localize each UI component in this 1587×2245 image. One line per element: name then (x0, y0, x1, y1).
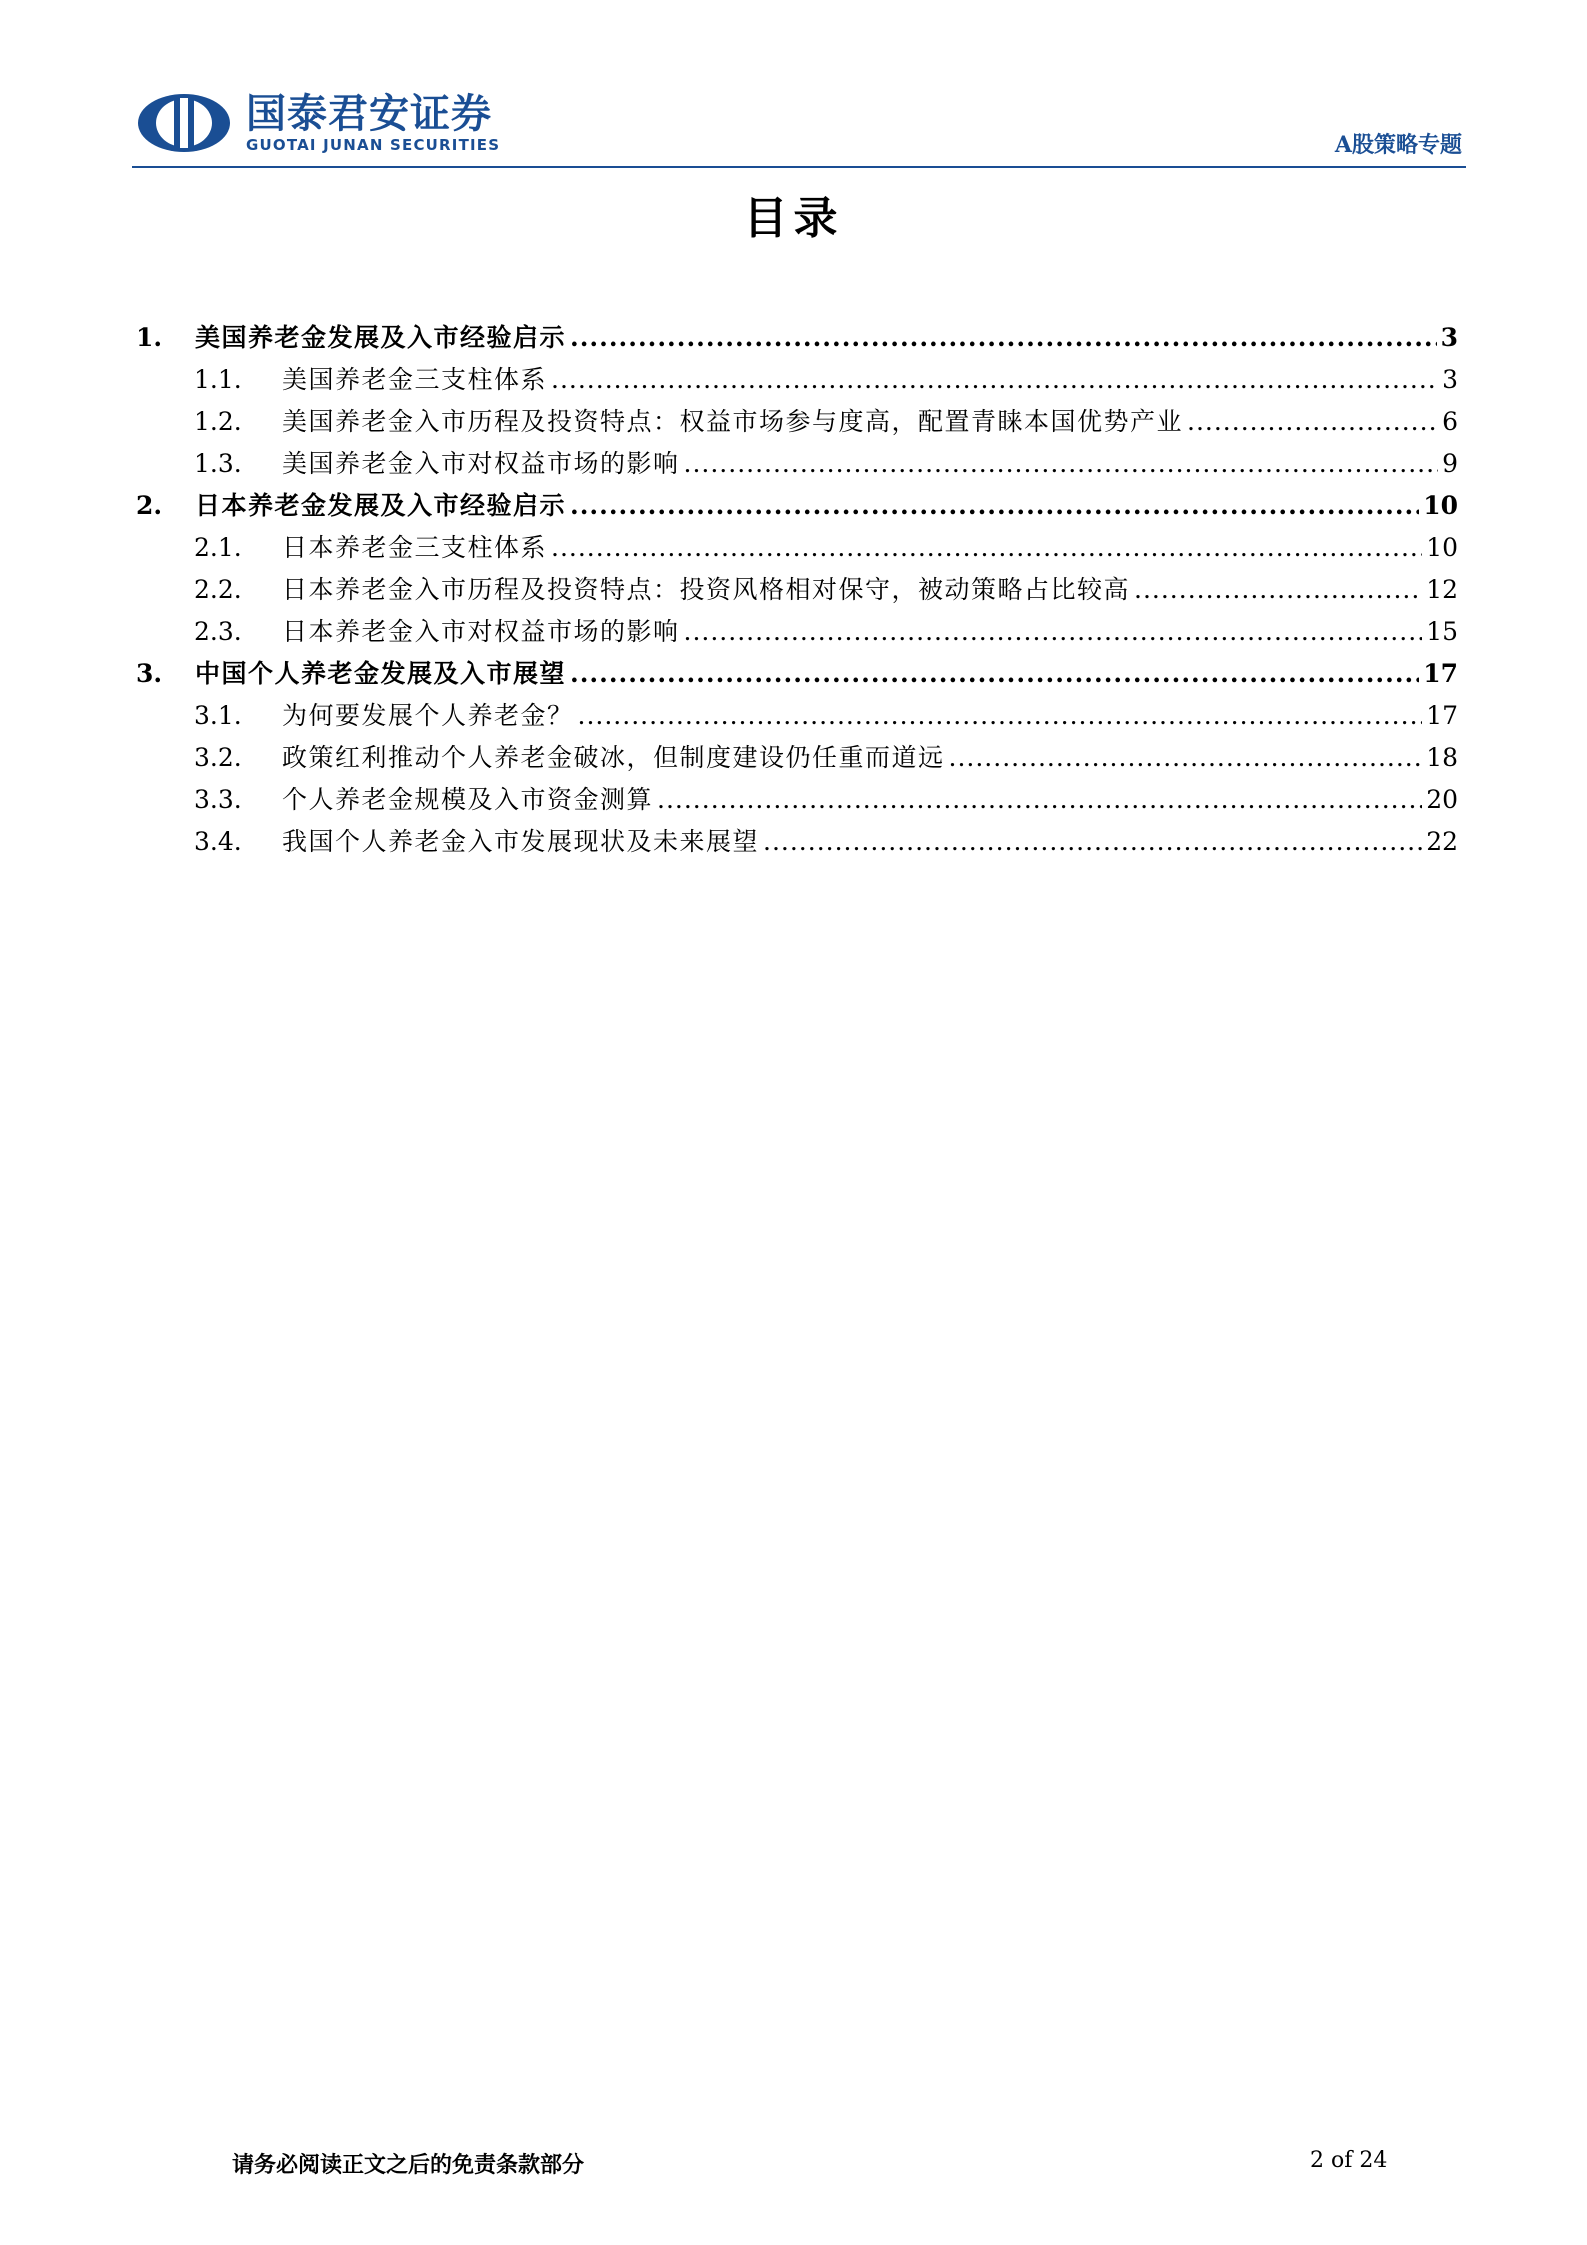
toc-entry[interactable] (136, 402, 1458, 444)
toc-entry-number: 3.4. (194, 827, 242, 856)
toc-entry-title: 日本养老金入市历程及投资特点：投资风格相对保守，被动策略占比较高 (282, 575, 1131, 604)
toc-entry-number: 3.2. (194, 743, 242, 772)
toc-entry-title: 美国养老金入市历程及投资特点：权益市场参与度高，配置青睐本国优势产业 (282, 407, 1184, 436)
toc-entry-number: 3. (136, 659, 163, 688)
table-of-contents (136, 318, 1458, 864)
toc-entry-title: 政策红利推动个人养老金破冰，但制度建设仍任重而道远 (282, 743, 945, 772)
toc-leader (684, 449, 1439, 478)
toc-leader (1134, 575, 1422, 604)
toc-leader (949, 743, 1423, 772)
toc-entry-page: 18 (1426, 743, 1458, 772)
toc-entry-title: 日本养老金发展及入市经验启示 (195, 491, 567, 520)
report-category: A股策略专题 (1334, 132, 1462, 158)
page-title: 目录 (743, 193, 844, 244)
toc-entry-number: 3.1. (194, 701, 242, 730)
toc-entry[interactable] (136, 570, 1458, 612)
toc-leader (1187, 407, 1438, 436)
toc-entry-page: 20 (1426, 785, 1458, 814)
toc-entry-number: 2.2. (194, 575, 242, 604)
logo-english-name: GUOTAI JUNAN SECURITIES (246, 136, 501, 154)
page-number: 2 of 24 (1310, 2148, 1388, 2173)
toc-entry-title: 日本养老金入市对权益市场的影响 (282, 617, 680, 646)
toc-entry[interactable] (136, 486, 1458, 528)
toc-entry-page: 6 (1442, 407, 1458, 436)
toc-entry[interactable] (136, 360, 1458, 402)
toc-entry-page: 10 (1423, 491, 1458, 520)
logo-chinese-name: 国泰君安证券 (246, 91, 492, 137)
toc-entry[interactable] (136, 654, 1458, 696)
toc-leader (570, 491, 1419, 520)
page-header (132, 88, 1466, 166)
toc-entry-title: 日本养老金三支柱体系 (282, 533, 548, 562)
toc-entry-page: 17 (1423, 659, 1458, 688)
toc-entry-page: 17 (1426, 701, 1458, 730)
toc-entry-number: 1.3. (194, 449, 242, 478)
toc-entry-page: 9 (1442, 449, 1458, 478)
toc-entry-page: 3 (1440, 323, 1458, 352)
toc-entry-title: 个人养老金规模及入市资金测算 (282, 785, 654, 814)
toc-entry-title: 美国养老金发展及入市经验启示 (195, 323, 567, 352)
header-divider (132, 166, 1466, 168)
logo-mark-icon (136, 92, 232, 154)
disclaimer-note: 请务必阅读正文之后的免责条款部分 (232, 2152, 585, 2178)
toc-entry-title: 美国养老金三支柱体系 (282, 365, 548, 394)
toc-entry-number: 1.2. (194, 407, 242, 436)
toc-entry-title: 我国个人养老金入市发展现状及未来展望 (282, 827, 760, 856)
toc-entry-title: 为何要发展个人养老金？ (282, 701, 574, 730)
toc-entry-number: 3.3. (194, 785, 242, 814)
toc-entry-page: 3 (1442, 365, 1458, 394)
toc-leader (684, 617, 1423, 646)
toc-entry-title: 美国养老金入市对权益市场的影响 (282, 449, 680, 478)
toc-entry-title: 中国个人养老金发展及入市展望 (195, 659, 567, 688)
toc-leader (657, 785, 1422, 814)
toc-entry-number: 1. (136, 323, 163, 352)
toc-entry[interactable] (136, 444, 1458, 486)
toc-entry[interactable] (136, 822, 1458, 864)
toc-leader (551, 365, 1438, 394)
toc-entry-page: 12 (1426, 575, 1458, 604)
toc-entry-number: 2. (136, 491, 163, 520)
toc-entry[interactable] (136, 612, 1458, 654)
toc-leader (763, 827, 1422, 856)
toc-entry[interactable] (136, 528, 1458, 570)
toc-entry[interactable] (136, 738, 1458, 780)
toc-entry-page: 10 (1426, 533, 1458, 562)
toc-entry-number: 1.1. (194, 365, 242, 394)
toc-entry[interactable] (136, 318, 1458, 360)
company-logo (136, 92, 500, 154)
toc-entry-page: 15 (1426, 617, 1458, 646)
toc-entry-number: 2.1. (194, 533, 242, 562)
toc-leader (570, 659, 1419, 688)
toc-entry-number: 2.3. (194, 617, 242, 646)
toc-leader (578, 701, 1423, 730)
toc-entry-page: 22 (1426, 827, 1458, 856)
toc-entry[interactable] (136, 696, 1458, 738)
toc-leader (551, 533, 1422, 562)
toc-entry[interactable] (136, 780, 1458, 822)
toc-leader (570, 323, 1437, 352)
